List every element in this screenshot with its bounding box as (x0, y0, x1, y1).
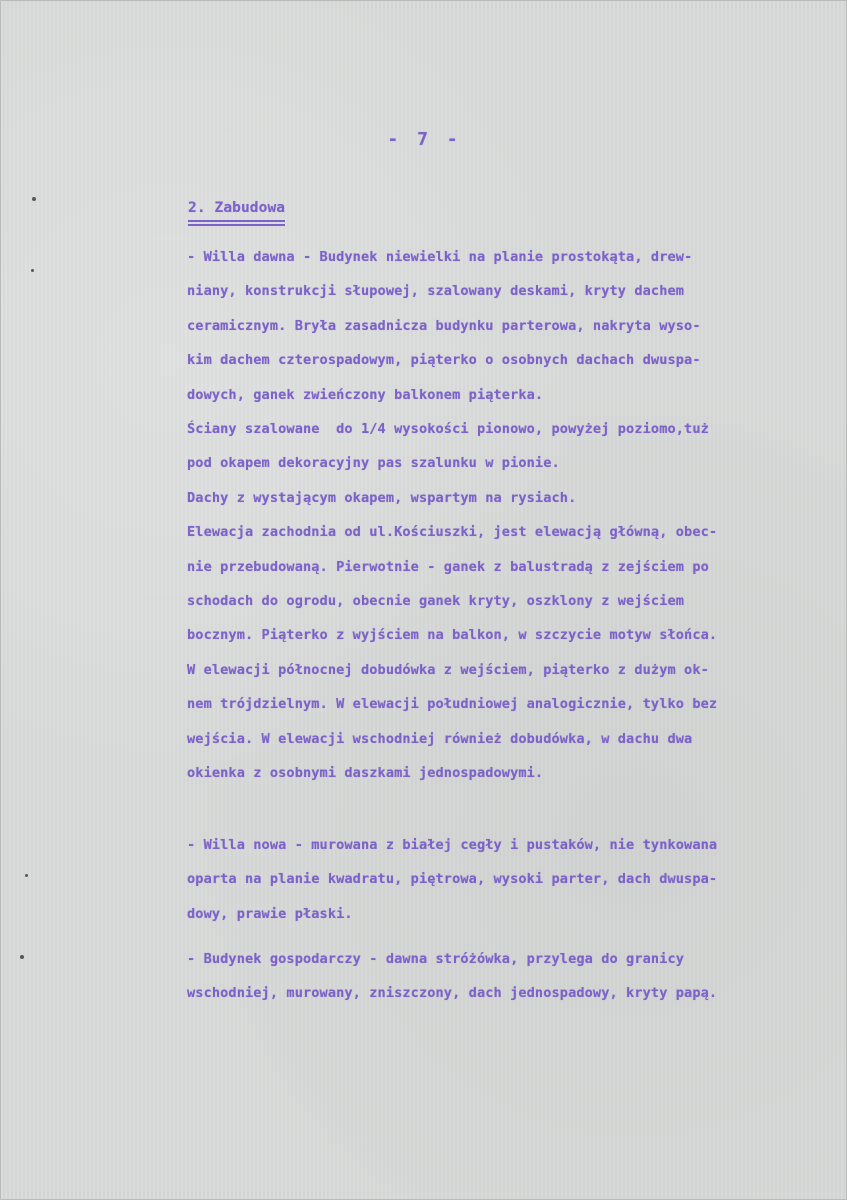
paragraph-villa-old: - Willa dawna - Budynek niewielki na planie prostokąta, drew- niany, konstrukcji słupowej, szalowany deskami, kryty dachem ceramicznym. Bryła zasadnicza budynku parterowa, nakryta wyso- kim dachem czterospadowym, piąterko o osobnych dachach dwuspa- dowych, ganek zwieńczony balkonem piąterka. Ściany szalowane do 1/4 wysokości pionowo, powyżej poziomo,tuż pod okapem dekoracyjny pas szalunku w pionie. Dachy z wystającym okapem, wspartym na rysiach. Elewacja zachodnia od ul.Kościuszki, jest elewacją główną, obec- nie przebudowaną. Pierwotnie - ganek z balustradą z zejściem po schodach do ogrodu, obecnie ganek kryty, oszklony z wejściem bocznym. Piąterko z wyjściem na balkon, w szczycie motyw słońca. W elewacji północnej dobudówka z wejściem, piąterko z dużym ok- nem trójdzielnym. W elewacji południowej analogicznie, tylko bez wejścia. W elewacji wschodniej również dobudówka, w dachu dwa okienka z osobnymi daszkami jednospadowymi. (187, 249, 718, 782)
margin-speck (31, 269, 34, 272)
margin-speck (25, 874, 28, 877)
paragraph-outbuilding: - Budynek gospodarczy - dawna stróżówka, przylega do granicy wschodniej, murowany, zniszczony, dach jednospadowy, kryty papą. (187, 951, 718, 1002)
margin-speck (20, 955, 24, 959)
page-number: - 7 - (387, 129, 462, 150)
margin-speck (32, 197, 36, 201)
paragraph-villa-new: - Willa nowa - murowana z białej cegły i pustaków, nie tynkowana oparta na planie kwadratu, piętrowa, wysoki parter, dach dwuspa- dowy, prawie płaski. (187, 837, 718, 922)
section-heading: 2. Zabudowa (188, 200, 285, 222)
